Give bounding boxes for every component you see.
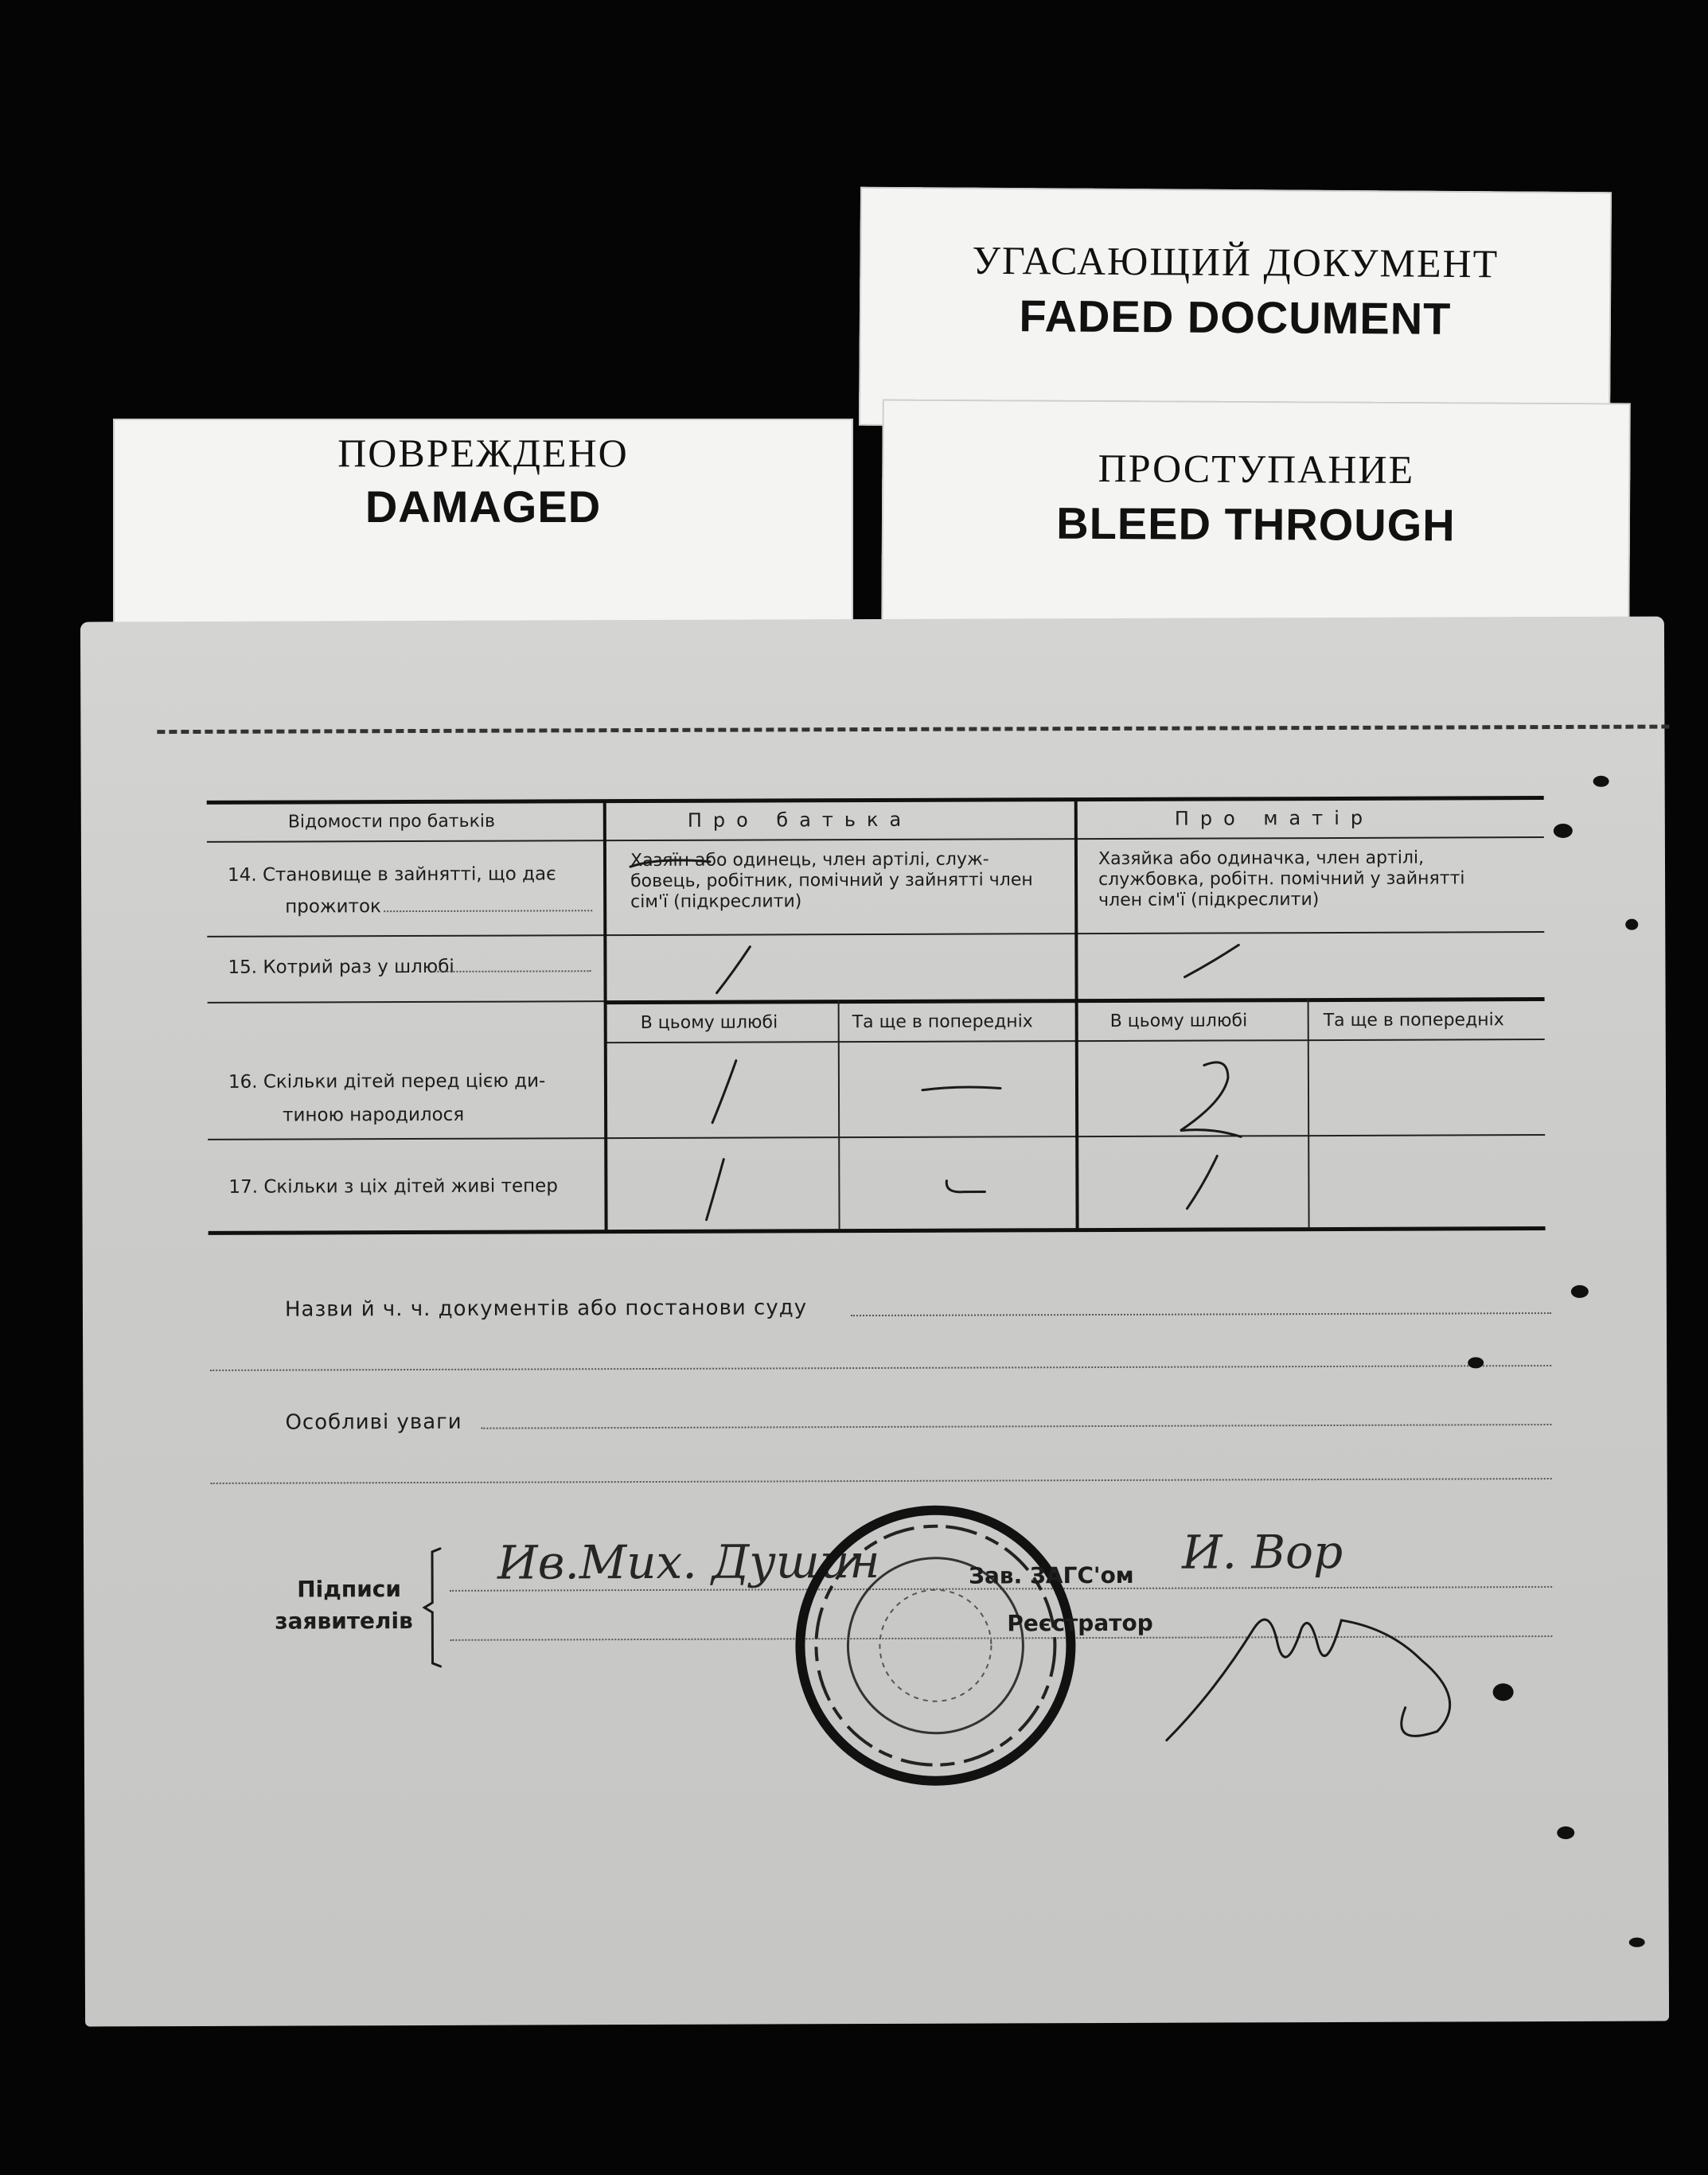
document-sheet (80, 617, 1669, 2027)
punch-hole (1593, 776, 1609, 787)
subheader-father-this: В цьому шлюбі (640, 1012, 778, 1034)
underline-stroke (627, 856, 715, 871)
damaged-card (113, 419, 853, 649)
registrar-label: Реєстратор (1007, 1609, 1153, 1637)
punch-hole (1629, 1938, 1645, 1947)
subheader-mother-prev: Та ще в попередніх (1323, 1010, 1504, 1031)
remarks-dots-2 (211, 1478, 1552, 1484)
table-top-rule (207, 796, 1544, 805)
remarks-label: Особливі уваги (285, 1409, 462, 1435)
row14-label-1: 14. Становище в зайнятті, що дає (227, 863, 556, 886)
col-divider-1 (603, 801, 608, 1230)
signatures-label-2: заявителів (275, 1608, 413, 1635)
punch-hole (1554, 824, 1573, 838)
col-divider-mother (1308, 998, 1310, 1227)
row16-label-1: 16. Скільки дітей перед цією ди- (228, 1070, 546, 1093)
documents-dots-1 (851, 1312, 1551, 1316)
header-mother: Про матір (1174, 806, 1375, 830)
row16-father-prev-mark (918, 1080, 1005, 1096)
col-divider-father (838, 1000, 840, 1229)
registrar-signature (1150, 1596, 1533, 1756)
bleed-through-card (881, 400, 1631, 639)
row17-father-prev-mark (942, 1175, 989, 1199)
damaged-en: DAMAGED (365, 481, 602, 532)
header-col1: Відомости про батьків (287, 811, 495, 832)
row15-rule-left (208, 1000, 606, 1004)
header-father: Про батька (687, 808, 913, 832)
row14-label-2: прожиток (285, 896, 381, 918)
subheader-father-prev: Та ще в попередніх (852, 1011, 1033, 1033)
bleed-through-en: BLEED THROUGH (1056, 497, 1456, 551)
faded-document-en: FADED DOCUMENT (1019, 290, 1452, 344)
bleed-through-ru: ПРОСТУПАНИЕ (1098, 445, 1415, 493)
row17-mother-this-mark (1172, 1151, 1236, 1214)
damaged-ru: ПОВРЕЖДЕНО (337, 431, 629, 475)
row14-father-text: Хазяїн або одинець, член артілі, служ- бовець, робітник, помічний у зайнятті член сім'ї (підкреслити) (630, 849, 1033, 913)
head-signature: И. Вор (1181, 1524, 1343, 1580)
perforation-line (157, 725, 1669, 735)
row16-label-2: тиною народилося (283, 1104, 465, 1126)
row15-mother-mark (1172, 940, 1251, 980)
row15-label: 15. Котрий раз у шлюбі (228, 956, 454, 978)
row15-father-mark (702, 941, 766, 997)
row14-dots (384, 910, 592, 912)
row14-rule (207, 931, 1544, 937)
row14-mother-text: Хазяйка або одиначка, член артілі, службовка, робітн. помічний у зайнятті член сім'ї (підкреслити) (1098, 848, 1465, 911)
row17-father-this-mark (687, 1153, 743, 1225)
punch-hole (1493, 1683, 1514, 1701)
official-stamp (784, 1494, 1087, 1797)
punch-hole (1557, 1826, 1574, 1839)
row16-father-this-mark (695, 1056, 751, 1128)
row16-mother-this-mark (1164, 1054, 1252, 1141)
punch-hole (1571, 1285, 1589, 1298)
row17-label: 17. Скільки з ціх дітей живі тепер (228, 1175, 558, 1198)
faded-document-card (859, 187, 1612, 431)
documents-label: Назви й ч. ч. документів або постанови суду (284, 1296, 808, 1322)
subheader-mother-this: В цьому шлюбі (1109, 1011, 1248, 1031)
punch-hole (1468, 1357, 1484, 1368)
applicant-signature: Ив.Мих. Душин (497, 1534, 880, 1590)
head-label: Зав. ЗАГС'ом (969, 1561, 1134, 1589)
header-rule (207, 836, 1544, 843)
punch-hole (1625, 919, 1638, 930)
row15-dots (431, 970, 591, 973)
signatures-label-1: Підписи (297, 1576, 402, 1603)
row16-rule (208, 1134, 1545, 1140)
documents-dots-2 (210, 1365, 1551, 1371)
remarks-dots-1 (481, 1424, 1551, 1429)
col-divider-2 (1074, 799, 1079, 1229)
faded-document-ru: УГАСАЮЩИЙ ДОКУМЕНТ (972, 237, 1499, 286)
signature-bracket (418, 1544, 450, 1671)
table-bottom-rule (209, 1226, 1546, 1235)
